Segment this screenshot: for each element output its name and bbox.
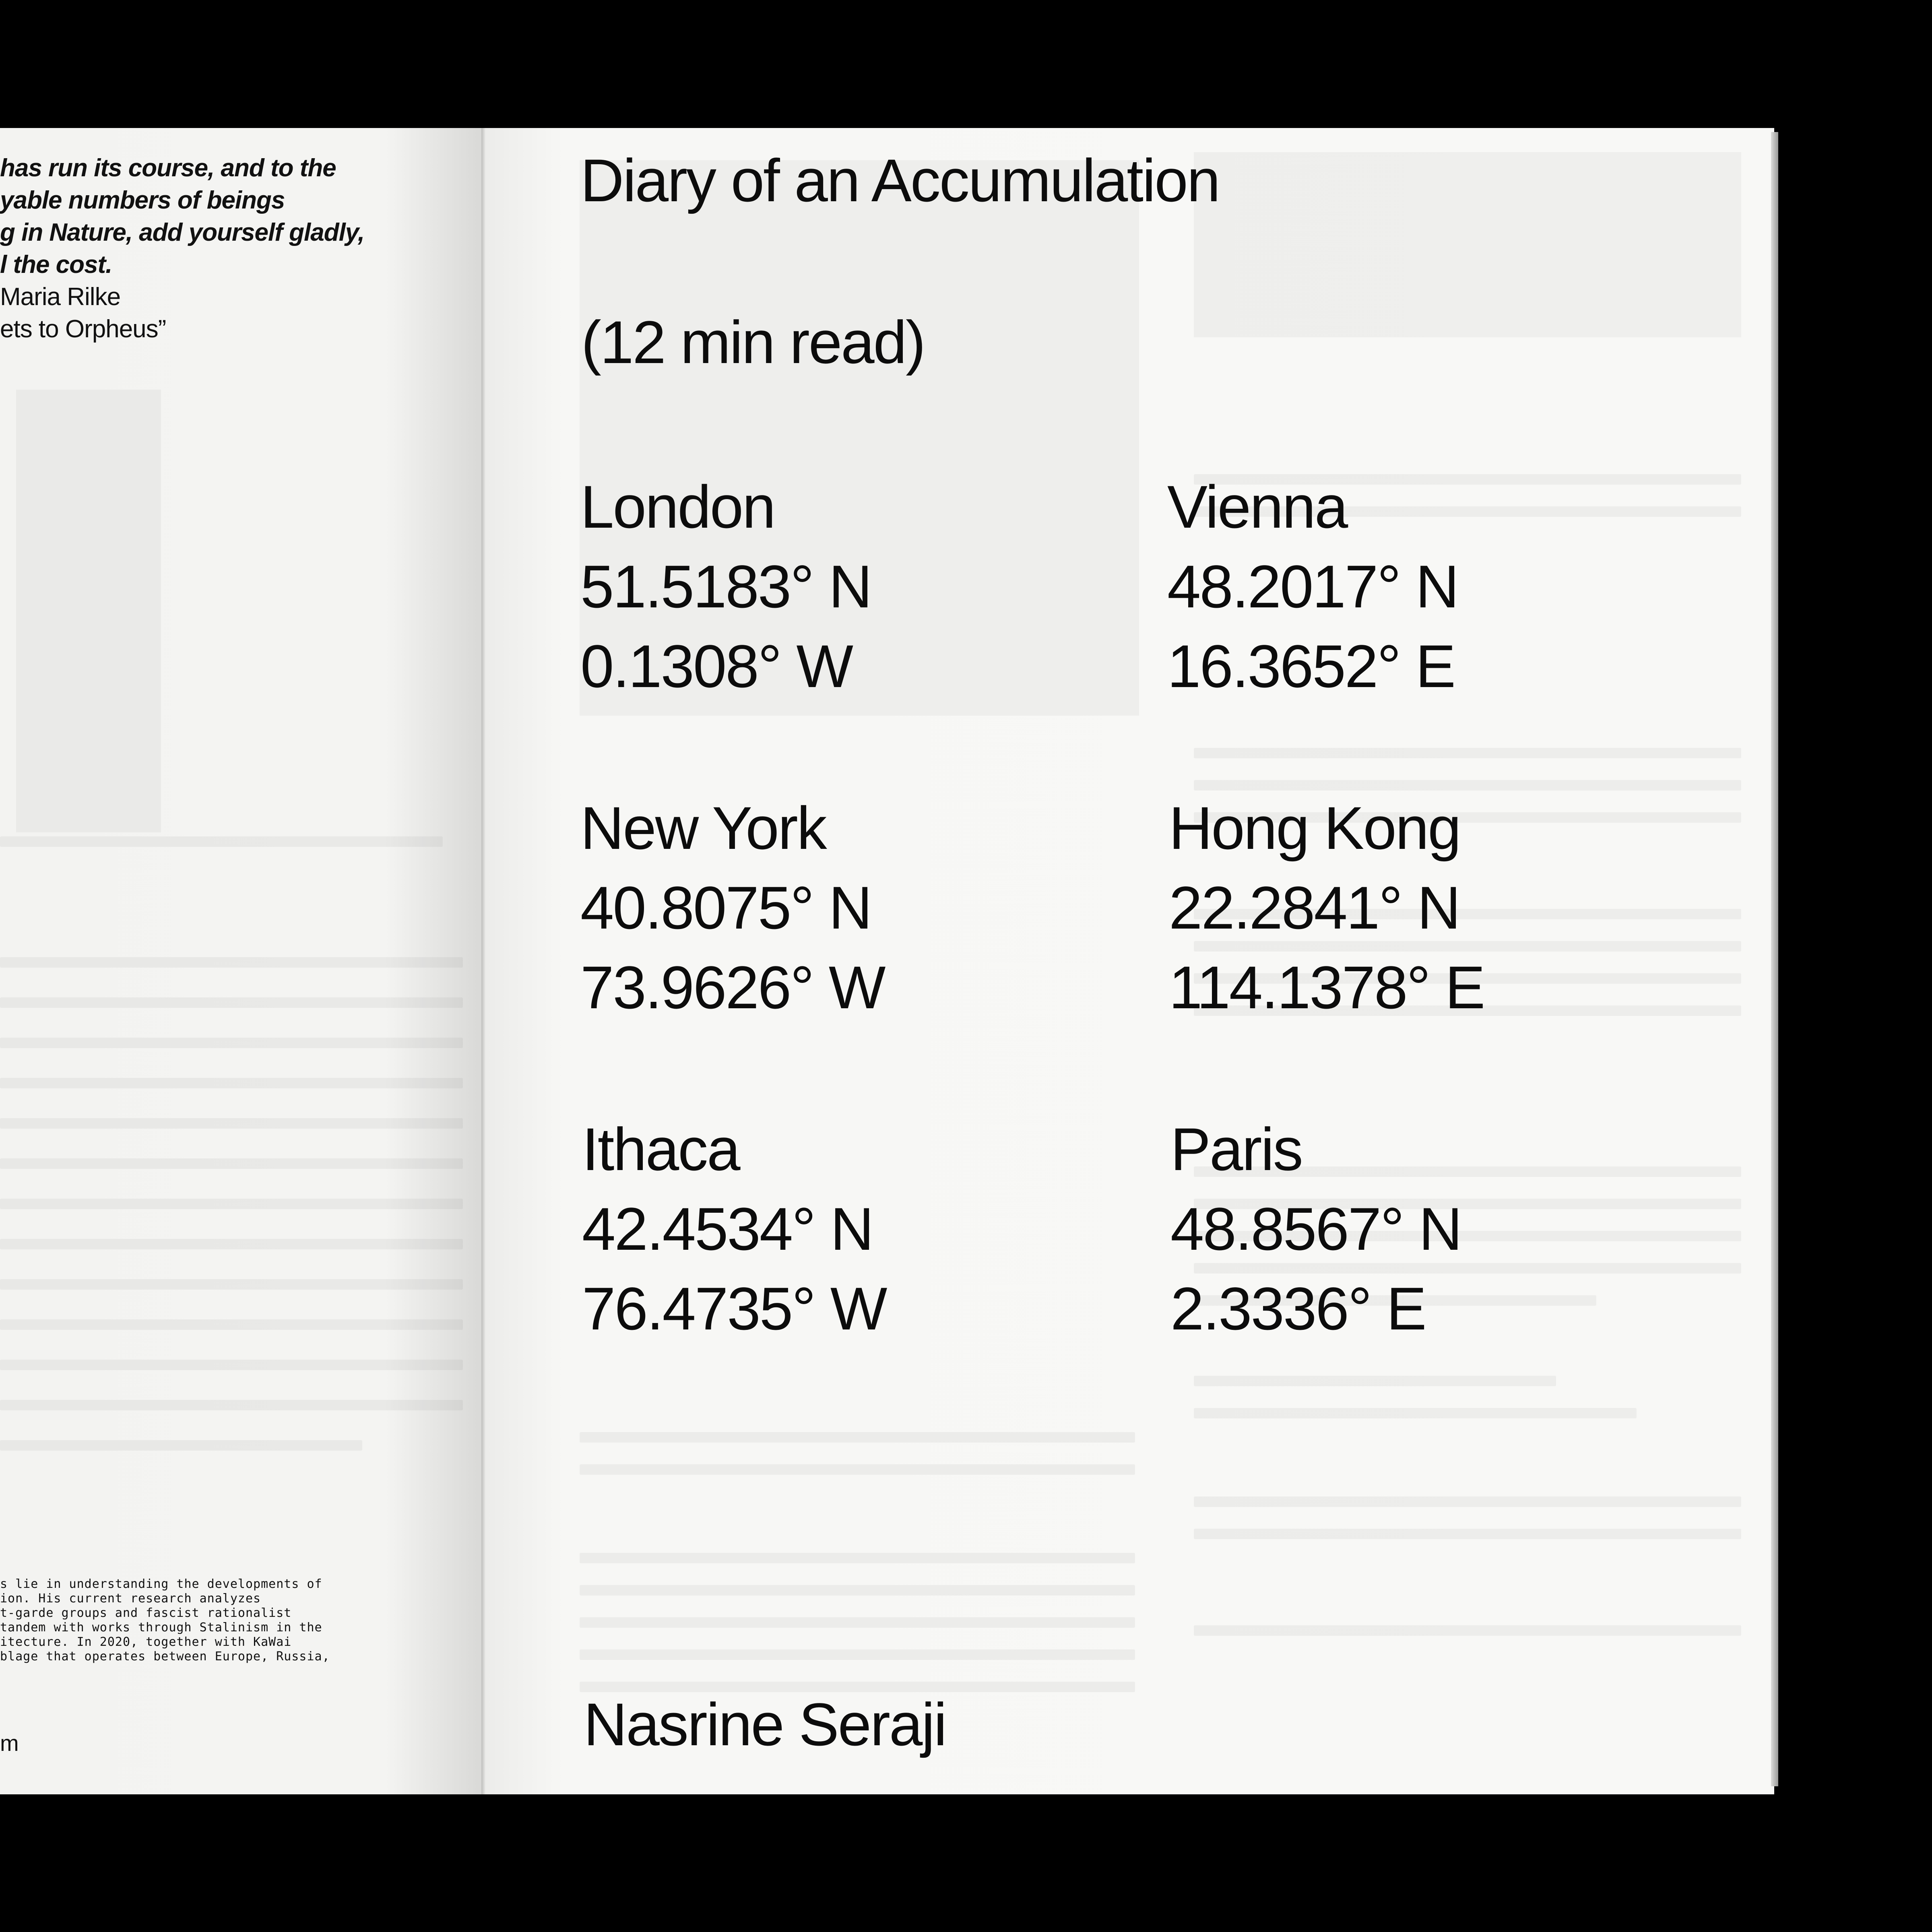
show-through-line xyxy=(0,1158,463,1169)
quote-attribution: ets to Orpheus” xyxy=(0,315,166,343)
show-through-line xyxy=(0,997,463,1008)
show-through-line xyxy=(0,1199,463,1209)
latitude: 42.4534° N xyxy=(582,1195,873,1263)
location-hong-kong xyxy=(1169,788,1724,1027)
quote-attribution: Maria Rilke xyxy=(0,283,121,311)
show-through-line xyxy=(0,1239,463,1249)
show-through-line xyxy=(580,1432,1135,1443)
city-name: London xyxy=(580,473,775,541)
city-name: Hong Kong xyxy=(1169,794,1460,862)
bio-line: blage that operates between Europe, Russia, xyxy=(0,1649,330,1664)
show-through-image xyxy=(1194,152,1741,337)
magazine-spread xyxy=(0,128,1778,1794)
location-paris xyxy=(1170,1109,1726,1348)
show-through-line xyxy=(0,1078,463,1088)
article-title: Diary of an Accumulation xyxy=(580,147,1220,214)
show-through-line xyxy=(0,1279,463,1290)
longitude: 2.3336° E xyxy=(1170,1275,1426,1342)
show-through-line xyxy=(1194,1625,1741,1636)
bio-line: t-garde groups and fascist rationalist xyxy=(0,1606,292,1620)
epigraph-quote xyxy=(0,152,463,345)
latitude: 48.8567° N xyxy=(1170,1195,1461,1263)
city-name: Paris xyxy=(1170,1115,1302,1183)
show-through-line xyxy=(0,1440,362,1451)
author-name: Nasrine Seraji xyxy=(584,1690,946,1758)
longitude: 76.4735° W xyxy=(582,1275,886,1342)
location-vienna xyxy=(1167,467,1723,706)
left-page xyxy=(0,128,481,1794)
show-through-line xyxy=(0,957,463,968)
latitude: 48.2017° N xyxy=(1167,553,1458,620)
quote-line: l the cost. xyxy=(0,251,112,279)
author-bio xyxy=(0,1577,463,1664)
show-through-line xyxy=(580,1617,1135,1628)
show-through-line xyxy=(1194,1376,1556,1386)
show-through-line xyxy=(1194,1496,1741,1507)
city-name: Vienna xyxy=(1167,473,1347,541)
city-name: Ithaca xyxy=(582,1115,739,1183)
bio-line: ion. His current research analyzes xyxy=(0,1591,261,1606)
quote-line: g in Nature, add yourself gladly, xyxy=(0,219,365,246)
show-through-image xyxy=(16,390,161,832)
latitude: 22.2841° N xyxy=(1169,874,1460,941)
show-through-line xyxy=(580,1553,1135,1563)
book-gutter xyxy=(481,128,485,1794)
show-through-line xyxy=(580,1585,1135,1596)
show-through-line xyxy=(580,1464,1135,1475)
quote-line: has run its course, and to the xyxy=(0,154,336,182)
show-through-line xyxy=(0,1038,463,1048)
show-through-line xyxy=(1194,1529,1741,1539)
longitude: 16.3652° E xyxy=(1167,632,1455,700)
show-through-line xyxy=(0,836,443,847)
show-through-line xyxy=(0,1319,463,1330)
longitude: 0.1308° W xyxy=(580,632,852,700)
show-through-line xyxy=(0,1118,463,1129)
show-through-line xyxy=(0,1360,463,1370)
page-stack-edge xyxy=(1771,132,1778,1786)
longitude: 114.1378° E xyxy=(1169,954,1484,1021)
show-through-line xyxy=(0,1400,463,1410)
latitude: 51.5183° N xyxy=(580,553,871,620)
show-through-line xyxy=(580,1649,1135,1660)
location-ithaca xyxy=(582,1109,1137,1348)
show-through-line xyxy=(1194,1408,1637,1418)
quote-line: yable numbers of beings xyxy=(0,186,285,214)
bio-line: tandem with works through Stalinism in the xyxy=(0,1620,322,1635)
left-footer-text: m xyxy=(0,1730,19,1756)
latitude: 40.8075° N xyxy=(580,874,871,941)
city-name: New York xyxy=(580,794,826,862)
read-time: (12 min read) xyxy=(581,308,925,376)
show-through-line xyxy=(1194,748,1741,758)
location-london xyxy=(580,467,1136,706)
bio-line: itecture. In 2020, together with KaWai xyxy=(0,1635,292,1649)
location-new-york xyxy=(580,788,1136,1027)
longitude: 73.9626° W xyxy=(580,954,885,1021)
bio-line: s lie in understanding the developments of xyxy=(0,1577,322,1591)
